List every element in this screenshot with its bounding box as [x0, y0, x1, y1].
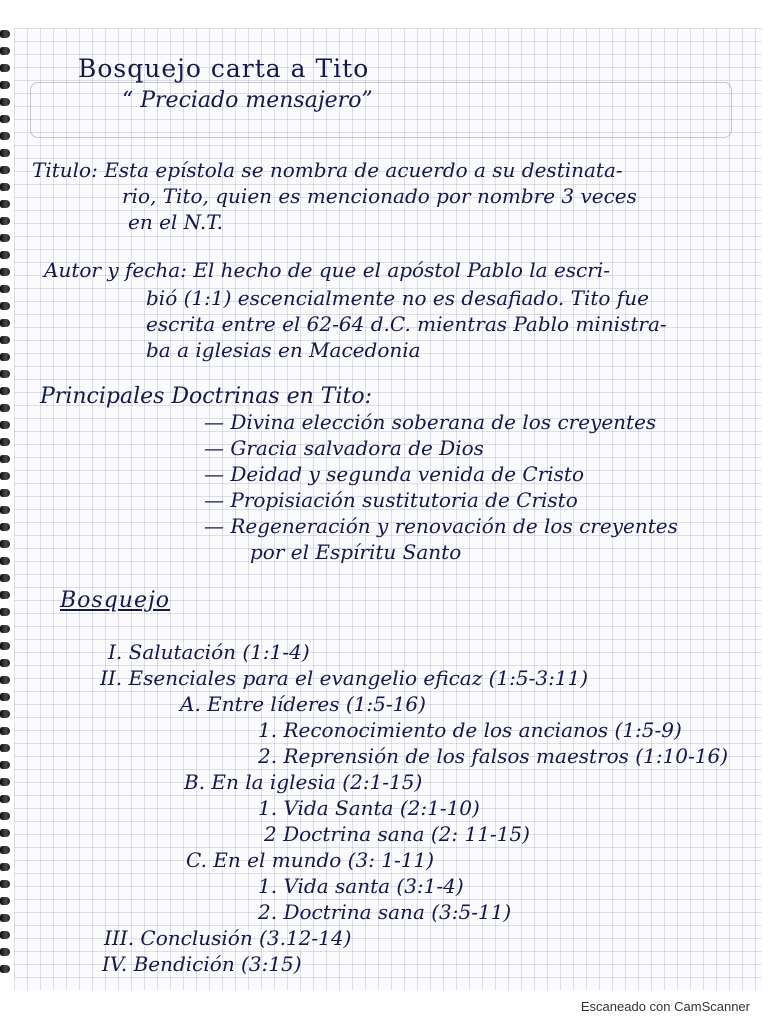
binding-ring — [0, 914, 10, 922]
binding-ring — [0, 540, 10, 548]
binding-ring — [0, 965, 10, 973]
autor-line: escrita entre el 62-64 d.C. mientras Pablo ministra- — [146, 312, 667, 336]
binding-ring — [0, 200, 10, 208]
binding-ring — [0, 795, 10, 803]
autor-line: ba a iglesias en Macedonia — [146, 338, 421, 362]
binding-ring — [0, 659, 10, 667]
binding-ring — [0, 132, 10, 140]
binding-ring — [0, 574, 10, 582]
binding-ring — [0, 217, 10, 225]
bosquejo-heading: Bosquejo — [60, 588, 171, 613]
binding-ring — [0, 931, 10, 939]
binding-ring — [0, 693, 10, 701]
outline-item: IV. Bendición (3:15) — [102, 952, 302, 976]
outline-item: 1. Reconocimiento de los ancianos (1:5-9) — [258, 718, 682, 742]
binding-ring — [0, 676, 10, 684]
binding-ring — [0, 710, 10, 718]
binding-ring — [0, 353, 10, 361]
titulo-line: Titulo: Esta epístola se nombra de acuerdo a su destinata- — [32, 158, 623, 182]
binding-ring — [0, 404, 10, 412]
binding-ring — [0, 183, 10, 191]
binding-ring — [0, 880, 10, 888]
binding-ring — [0, 727, 10, 735]
outline-item: B. En la iglesia (2:1-15) — [184, 770, 423, 794]
binding-ring — [0, 523, 10, 531]
binding-ring — [0, 302, 10, 310]
binding-ring — [0, 98, 10, 106]
outline-item: II. Esenciales para el evangelio eficaz (1:5-3:11) — [100, 666, 589, 690]
doctrinas-heading: Principales Doctrinas en Tito: — [40, 384, 372, 409]
binding-ring — [0, 336, 10, 344]
page-title: Bosquejo carta a Tito — [78, 54, 370, 83]
binding-ring — [0, 115, 10, 123]
outline-item: 1. Vida santa (3:1-4) — [258, 874, 464, 898]
binding-ring — [0, 761, 10, 769]
outline-item: C. En el mundo (3: 1-11) — [186, 848, 435, 872]
binding-ring — [0, 642, 10, 650]
binding-ring — [0, 829, 10, 837]
doctrina-item: — Gracia salvadora de Dios — [204, 436, 484, 460]
binding-ring — [0, 30, 10, 38]
autor-line: Autor y fecha: El hecho de que el apóstol Pablo la escri- — [44, 258, 610, 282]
titulo-line: rio, Tito, quien es mencionado por nombre 3 veces — [122, 184, 637, 208]
binding-ring — [0, 268, 10, 276]
binding-ring — [0, 863, 10, 871]
doctrina-item: por el Espíritu Santo — [250, 540, 462, 564]
binding-ring — [0, 370, 10, 378]
outline-item: 1. Vida Santa (2:1-10) — [258, 796, 480, 820]
binding-ring — [0, 438, 10, 446]
binding-ring — [0, 846, 10, 854]
binding-ring — [0, 455, 10, 463]
binding-ring — [0, 166, 10, 174]
doctrina-item: — Propisiación sustitutoria de Cristo — [204, 488, 578, 512]
binding-ring — [0, 744, 10, 752]
binding-ring — [0, 557, 10, 565]
binding-ring — [0, 812, 10, 820]
binding-ring — [0, 897, 10, 905]
spiral-binding — [0, 30, 14, 990]
binding-ring — [0, 472, 10, 480]
binding-ring — [0, 489, 10, 497]
binding-ring — [0, 506, 10, 514]
binding-ring — [0, 251, 10, 259]
binding-ring — [0, 387, 10, 395]
page-subtitle: “ Preciado mensajero” — [122, 88, 373, 113]
binding-ring — [0, 778, 10, 786]
scanner-watermark: Escaneado con CamScanner — [580, 999, 750, 1014]
binding-ring — [0, 64, 10, 72]
outline-item: 2. Doctrina sana (3:5-11) — [258, 900, 512, 924]
outline-item: 2. Reprensión de los falsos maestros (1:10-16) — [258, 744, 729, 768]
titulo-line: en el N.T. — [128, 210, 223, 234]
binding-ring — [0, 421, 10, 429]
outline-item: III. Conclusión (3.12-14) — [104, 926, 352, 950]
outline-item: A. Entre líderes (1:5-16) — [180, 692, 426, 716]
binding-ring — [0, 948, 10, 956]
binding-ring — [0, 285, 10, 293]
binding-ring — [0, 319, 10, 327]
binding-ring — [0, 47, 10, 55]
doctrina-item: — Regeneración y renovación de los creyentes — [204, 514, 678, 538]
binding-ring — [0, 591, 10, 599]
binding-ring — [0, 625, 10, 633]
binding-ring — [0, 234, 10, 242]
autor-line: bió (1:1) escencialmente no es desafiado. Tito fue — [146, 286, 649, 310]
outline-item: 2 Doctrina sana (2: 11-15) — [264, 822, 530, 846]
binding-ring — [0, 149, 10, 157]
binding-ring — [0, 608, 10, 616]
binding-ring — [0, 81, 10, 89]
doctrina-item: — Divina elección soberana de los creyentes — [204, 410, 657, 434]
doctrina-item: — Deidad y segunda venida de Cristo — [204, 462, 585, 486]
outline-item: I. Salutación (1:1-4) — [108, 640, 310, 664]
